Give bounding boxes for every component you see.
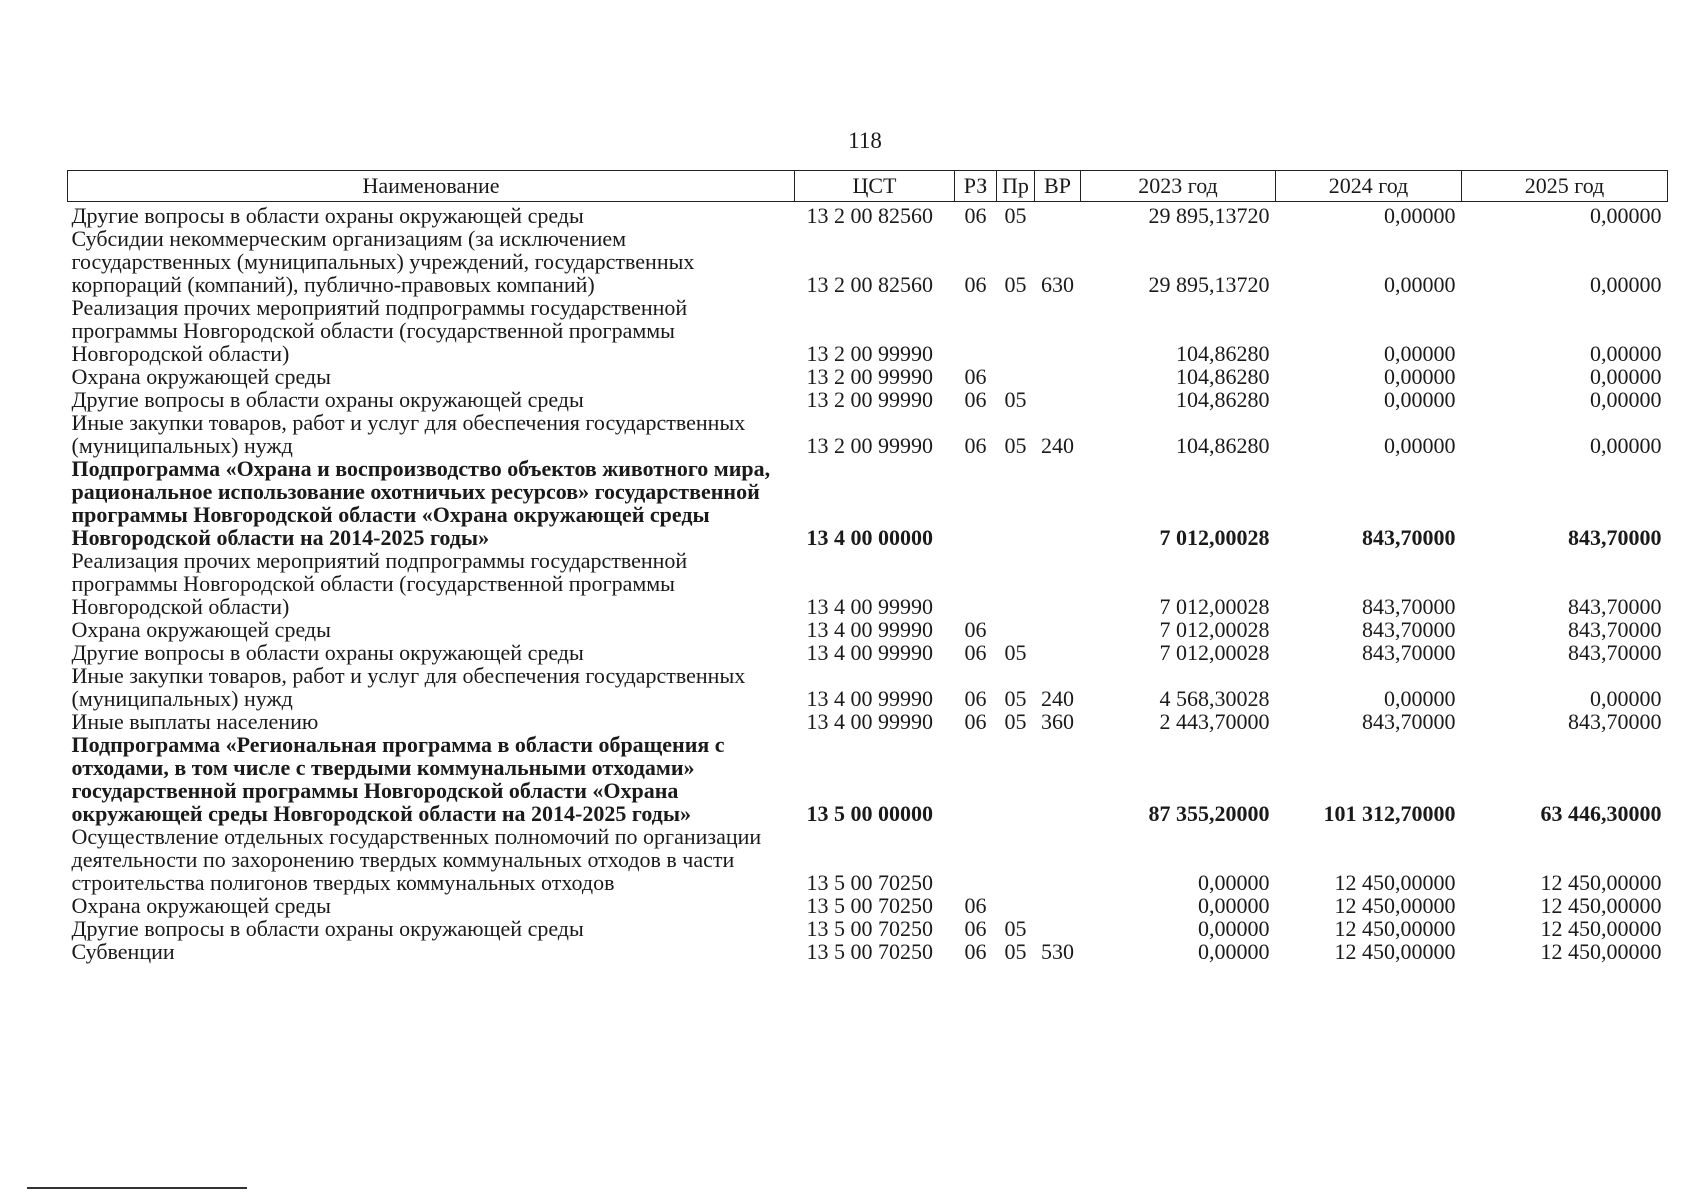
cell-rz: 06 bbox=[964, 939, 987, 964]
cell-name: Реализация прочих мероприятий подпрограммы государственной программы Новгородской области (государственной программы Новгородской области) bbox=[71, 295, 688, 366]
cell-rz: 06 bbox=[964, 387, 987, 412]
cell-name: Субвенции bbox=[71, 939, 175, 964]
cell-pr: 05 bbox=[1004, 433, 1027, 458]
cell-name: Подпрограмма «Региональная программа в области обращения с отходами, в том числе с твердыми коммунальными отходами» государственной программы Новгородской области «Охрана окружающей среды Новгородской области на 2014-2025 годы» bbox=[71, 732, 725, 826]
table-row bbox=[68, 917, 1668, 940]
cell-rz: 06 bbox=[964, 709, 987, 734]
cell-vr bbox=[1035, 388, 1081, 411]
cell-2024: 843,70000 bbox=[1362, 709, 1456, 734]
cell-vr bbox=[1035, 457, 1081, 549]
header-cst: ЦСТ bbox=[795, 171, 955, 202]
cell-pr: 05 bbox=[1004, 916, 1027, 941]
cell-rz: 06 bbox=[964, 893, 987, 918]
cell-2024: 0,00000 bbox=[1384, 387, 1456, 412]
cell-2023: 104,86280 bbox=[1176, 433, 1270, 458]
cell-2025: 12 450,00000 bbox=[1540, 870, 1662, 895]
table-row bbox=[68, 940, 1668, 963]
cell-name: Иные закупки товаров, работ и услуг для обеспечения государственных (муниципальных) нужд bbox=[71, 663, 746, 711]
cell-cst: 13 5 00 00000 bbox=[806, 801, 933, 826]
cell-name: Иные закупки товаров, работ и услуг для обеспечения государственных (муниципальных) нужд bbox=[71, 410, 746, 458]
cell-rz: 06 bbox=[964, 433, 987, 458]
cell-vr: 240 bbox=[1041, 686, 1074, 711]
cell-name: Осуществление отдельных государственных полномочий по организации деятельности по захоронению твердых коммунальных отходов в части строительства полигонов твердых коммунальных отходов bbox=[71, 824, 762, 895]
header-2024: 2024 год bbox=[1276, 171, 1462, 202]
cell-vr bbox=[1035, 641, 1081, 664]
cell-name: Другие вопросы в области охраны окружающей среды bbox=[71, 203, 584, 228]
header-name: Наименование bbox=[68, 171, 795, 202]
cell-vr: 530 bbox=[1041, 939, 1074, 964]
cell-2025: 0,00000 bbox=[1590, 387, 1662, 412]
cell-name: Иные выплаты населению bbox=[71, 709, 319, 734]
cell-2024: 12 450,00000 bbox=[1334, 893, 1456, 918]
cell-rz bbox=[955, 733, 997, 825]
header-vr: ВР bbox=[1035, 171, 1081, 202]
cell-2024: 0,00000 bbox=[1384, 433, 1456, 458]
cell-name: Другие вопросы в области охраны окружающей среды bbox=[71, 640, 584, 665]
cell-2023: 7 012,00028 bbox=[1159, 594, 1270, 619]
cell-2023: 0,00000 bbox=[1198, 893, 1270, 918]
cell-2024: 101 312,70000 bbox=[1323, 801, 1456, 826]
cell-2024: 0,00000 bbox=[1384, 272, 1456, 297]
cell-2025: 843,70000 bbox=[1568, 617, 1662, 642]
cell-vr bbox=[1035, 365, 1081, 388]
cell-cst: 13 2 00 99990 bbox=[806, 433, 933, 458]
cell-2025: 0,00000 bbox=[1590, 341, 1662, 366]
table-row bbox=[68, 641, 1668, 664]
cell-pr bbox=[997, 618, 1035, 641]
cell-2025: 843,70000 bbox=[1568, 640, 1662, 665]
cell-vr bbox=[1035, 825, 1081, 894]
table-row bbox=[68, 825, 1668, 894]
cell-rz bbox=[955, 549, 997, 618]
header-2025: 2025 год bbox=[1462, 171, 1668, 202]
cell-vr bbox=[1035, 296, 1081, 365]
budget-table-container bbox=[67, 170, 1667, 963]
cell-2023: 87 355,20000 bbox=[1148, 801, 1270, 826]
cell-rz bbox=[955, 296, 997, 365]
cell-2023: 29 895,13720 bbox=[1148, 203, 1270, 228]
cell-name: Другие вопросы в области охраны окружающей среды bbox=[71, 387, 584, 412]
table-row bbox=[68, 296, 1668, 365]
cell-2025: 0,00000 bbox=[1590, 433, 1662, 458]
table-row bbox=[68, 894, 1668, 917]
cell-cst: 13 2 00 99990 bbox=[806, 387, 933, 412]
budget-table bbox=[67, 170, 1668, 963]
table-row bbox=[68, 664, 1668, 710]
cell-cst: 13 5 00 70250 bbox=[806, 893, 933, 918]
cell-pr: 05 bbox=[1004, 203, 1027, 228]
table-row bbox=[68, 618, 1668, 641]
table-row bbox=[68, 710, 1668, 733]
cell-name: Охрана окружающей среды bbox=[71, 893, 331, 918]
cell-2025: 0,00000 bbox=[1590, 203, 1662, 228]
table-row bbox=[68, 202, 1668, 228]
cell-cst: 13 5 00 70250 bbox=[806, 870, 933, 895]
cell-cst: 13 4 00 99990 bbox=[806, 617, 933, 642]
cell-2024: 843,70000 bbox=[1362, 617, 1456, 642]
cell-rz: 06 bbox=[964, 640, 987, 665]
cell-pr: 05 bbox=[1004, 272, 1027, 297]
cell-name: Реализация прочих мероприятий подпрограммы государственной программы Новгородской области (государственной программы Новгородской области) bbox=[71, 548, 688, 619]
table-header bbox=[68, 171, 1668, 202]
cell-name: Охрана окружающей среды bbox=[71, 617, 331, 642]
cell-2023: 0,00000 bbox=[1198, 939, 1270, 964]
cell-2024: 0,00000 bbox=[1384, 686, 1456, 711]
cell-name: Субсидии некоммерческим организациям (за исключением государственных (муниципальных) учреждений, государственных корпораций (компаний), публично-правовых компаний) bbox=[71, 226, 695, 297]
cell-pr bbox=[997, 457, 1035, 549]
footer-rule bbox=[27, 1187, 247, 1189]
header-rz: РЗ bbox=[955, 171, 997, 202]
cell-rz: 06 bbox=[964, 203, 987, 228]
cell-2024: 12 450,00000 bbox=[1334, 870, 1456, 895]
cell-vr bbox=[1035, 549, 1081, 618]
cell-vr bbox=[1035, 618, 1081, 641]
cell-rz: 06 bbox=[964, 364, 987, 389]
cell-rz: 06 bbox=[964, 916, 987, 941]
cell-name: Другие вопросы в области охраны окружающей среды bbox=[71, 916, 584, 941]
cell-pr: 05 bbox=[1004, 640, 1027, 665]
cell-2023: 29 895,13720 bbox=[1148, 272, 1270, 297]
cell-2025: 0,00000 bbox=[1590, 364, 1662, 389]
cell-2025: 12 450,00000 bbox=[1540, 893, 1662, 918]
cell-pr: 05 bbox=[1004, 939, 1027, 964]
cell-cst: 13 2 00 82560 bbox=[806, 272, 933, 297]
table-row bbox=[68, 457, 1668, 549]
table-row bbox=[68, 411, 1668, 457]
cell-name: Охрана окружающей среды bbox=[71, 364, 331, 389]
cell-2023: 7 012,00028 bbox=[1159, 617, 1270, 642]
cell-2023: 7 012,00028 bbox=[1159, 525, 1270, 550]
cell-vr bbox=[1035, 202, 1081, 228]
cell-2024: 12 450,00000 bbox=[1334, 916, 1456, 941]
cell-pr: 05 bbox=[1004, 387, 1027, 412]
cell-rz: 06 bbox=[964, 617, 987, 642]
cell-name: Подпрограмма «Охрана и воспроизводство объектов животного мира, рациональное использование охотничьих ресурсов» государственной программы Новгородской области «Охрана окружающей среды Новгородской области на 2014-2025 годы» bbox=[71, 456, 771, 550]
header-pr: Пр bbox=[997, 171, 1035, 202]
cell-cst: 13 4 00 99990 bbox=[806, 640, 933, 665]
cell-cst: 13 2 00 99990 bbox=[806, 364, 933, 389]
cell-cst: 13 4 00 99990 bbox=[806, 594, 933, 619]
cell-2025: 0,00000 bbox=[1590, 686, 1662, 711]
cell-2023: 104,86280 bbox=[1176, 387, 1270, 412]
cell-rz bbox=[955, 825, 997, 894]
cell-2023: 7 012,00028 bbox=[1159, 640, 1270, 665]
cell-2025: 63 446,30000 bbox=[1540, 801, 1662, 826]
cell-2024: 0,00000 bbox=[1384, 364, 1456, 389]
cell-2025: 12 450,00000 bbox=[1540, 939, 1662, 964]
cell-2023: 104,86280 bbox=[1176, 364, 1270, 389]
cell-rz: 06 bbox=[964, 272, 987, 297]
cell-cst: 13 5 00 70250 bbox=[806, 916, 933, 941]
cell-2023: 104,86280 bbox=[1176, 341, 1270, 366]
cell-2024: 0,00000 bbox=[1384, 203, 1456, 228]
cell-cst: 13 4 00 99990 bbox=[806, 709, 933, 734]
table-row bbox=[68, 549, 1668, 618]
cell-vr: 630 bbox=[1041, 272, 1074, 297]
cell-2025: 12 450,00000 bbox=[1540, 916, 1662, 941]
cell-cst: 13 4 00 99990 bbox=[806, 686, 933, 711]
cell-2023: 2 443,70000 bbox=[1159, 709, 1270, 734]
cell-vr bbox=[1035, 917, 1081, 940]
cell-pr bbox=[997, 549, 1035, 618]
cell-pr: 05 bbox=[1004, 686, 1027, 711]
table-row bbox=[68, 227, 1668, 296]
cell-cst: 13 5 00 70250 bbox=[806, 939, 933, 964]
cell-2024: 843,70000 bbox=[1362, 640, 1456, 665]
cell-2023: 4 568,30028 bbox=[1159, 686, 1270, 711]
cell-pr bbox=[997, 296, 1035, 365]
cell-cst: 13 2 00 99990 bbox=[806, 341, 933, 366]
cell-cst: 13 4 00 00000 bbox=[806, 525, 933, 550]
cell-vr: 240 bbox=[1041, 433, 1074, 458]
cell-pr bbox=[997, 733, 1035, 825]
cell-2023: 0,00000 bbox=[1198, 916, 1270, 941]
cell-vr: 360 bbox=[1041, 709, 1074, 734]
cell-2025: 843,70000 bbox=[1568, 709, 1662, 734]
cell-2024: 0,00000 bbox=[1384, 341, 1456, 366]
cell-cst: 13 2 00 82560 bbox=[806, 203, 933, 228]
table-row bbox=[68, 388, 1668, 411]
cell-2024: 12 450,00000 bbox=[1334, 939, 1456, 964]
table-row bbox=[68, 733, 1668, 825]
cell-rz: 06 bbox=[964, 686, 987, 711]
cell-vr bbox=[1035, 894, 1081, 917]
cell-2025: 0,00000 bbox=[1590, 272, 1662, 297]
cell-pr bbox=[997, 825, 1035, 894]
cell-rz bbox=[955, 457, 997, 549]
cell-pr bbox=[997, 894, 1035, 917]
cell-pr bbox=[997, 365, 1035, 388]
table-body bbox=[68, 202, 1668, 964]
cell-pr: 05 bbox=[1004, 709, 1027, 734]
header-2023: 2023 год bbox=[1081, 171, 1276, 202]
page-number: 118 bbox=[848, 128, 882, 153]
cell-2024: 843,70000 bbox=[1362, 594, 1456, 619]
cell-2023: 0,00000 bbox=[1198, 870, 1270, 895]
cell-2024: 843,70000 bbox=[1362, 525, 1456, 550]
cell-vr bbox=[1035, 733, 1081, 825]
table-row bbox=[68, 365, 1668, 388]
cell-2025: 843,70000 bbox=[1568, 525, 1662, 550]
cell-2025: 843,70000 bbox=[1568, 594, 1662, 619]
